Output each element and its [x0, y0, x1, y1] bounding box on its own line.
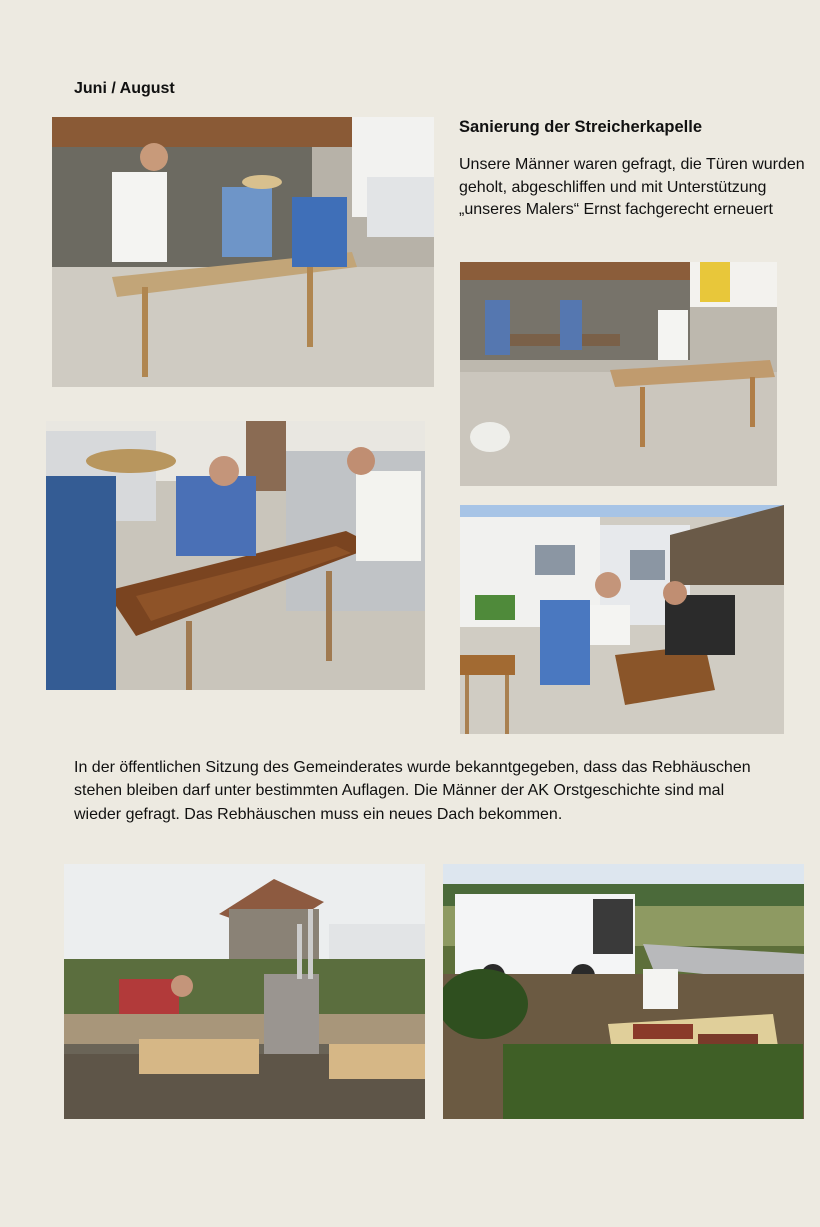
page-heading: Juni / August [74, 80, 175, 97]
photo-workshop-overview [460, 262, 777, 486]
paragraph-rebhaeuschen: In der öffentlichen Sitzung des Gemeinderates wurde bekanntgegeben, dass das Rebhäuschen stehen bleiben darf unter bestimmten Auflagen. Die Männer der AK Orstgeschichte sind mal wieder gefragt. Das Rebhäuschen muss ein neues Dach bekommen. [74, 759, 751, 823]
photo-van-roof-tiles [443, 864, 804, 1119]
intro-text: Unsere Männer waren gefragt, die Türen wurden geholt, abgeschliffen und mit Unterstützung „unseres Malers“ Ernst fachgerecht erneuert [459, 156, 805, 218]
photo-lifting-door [46, 421, 425, 690]
photo-sanding-door-garage [52, 117, 434, 387]
section-title: Sanierung der Streicherkapelle [459, 118, 703, 136]
photo-polishing-door [460, 505, 784, 734]
photo-rebhaeuschen-roof [64, 864, 425, 1119]
